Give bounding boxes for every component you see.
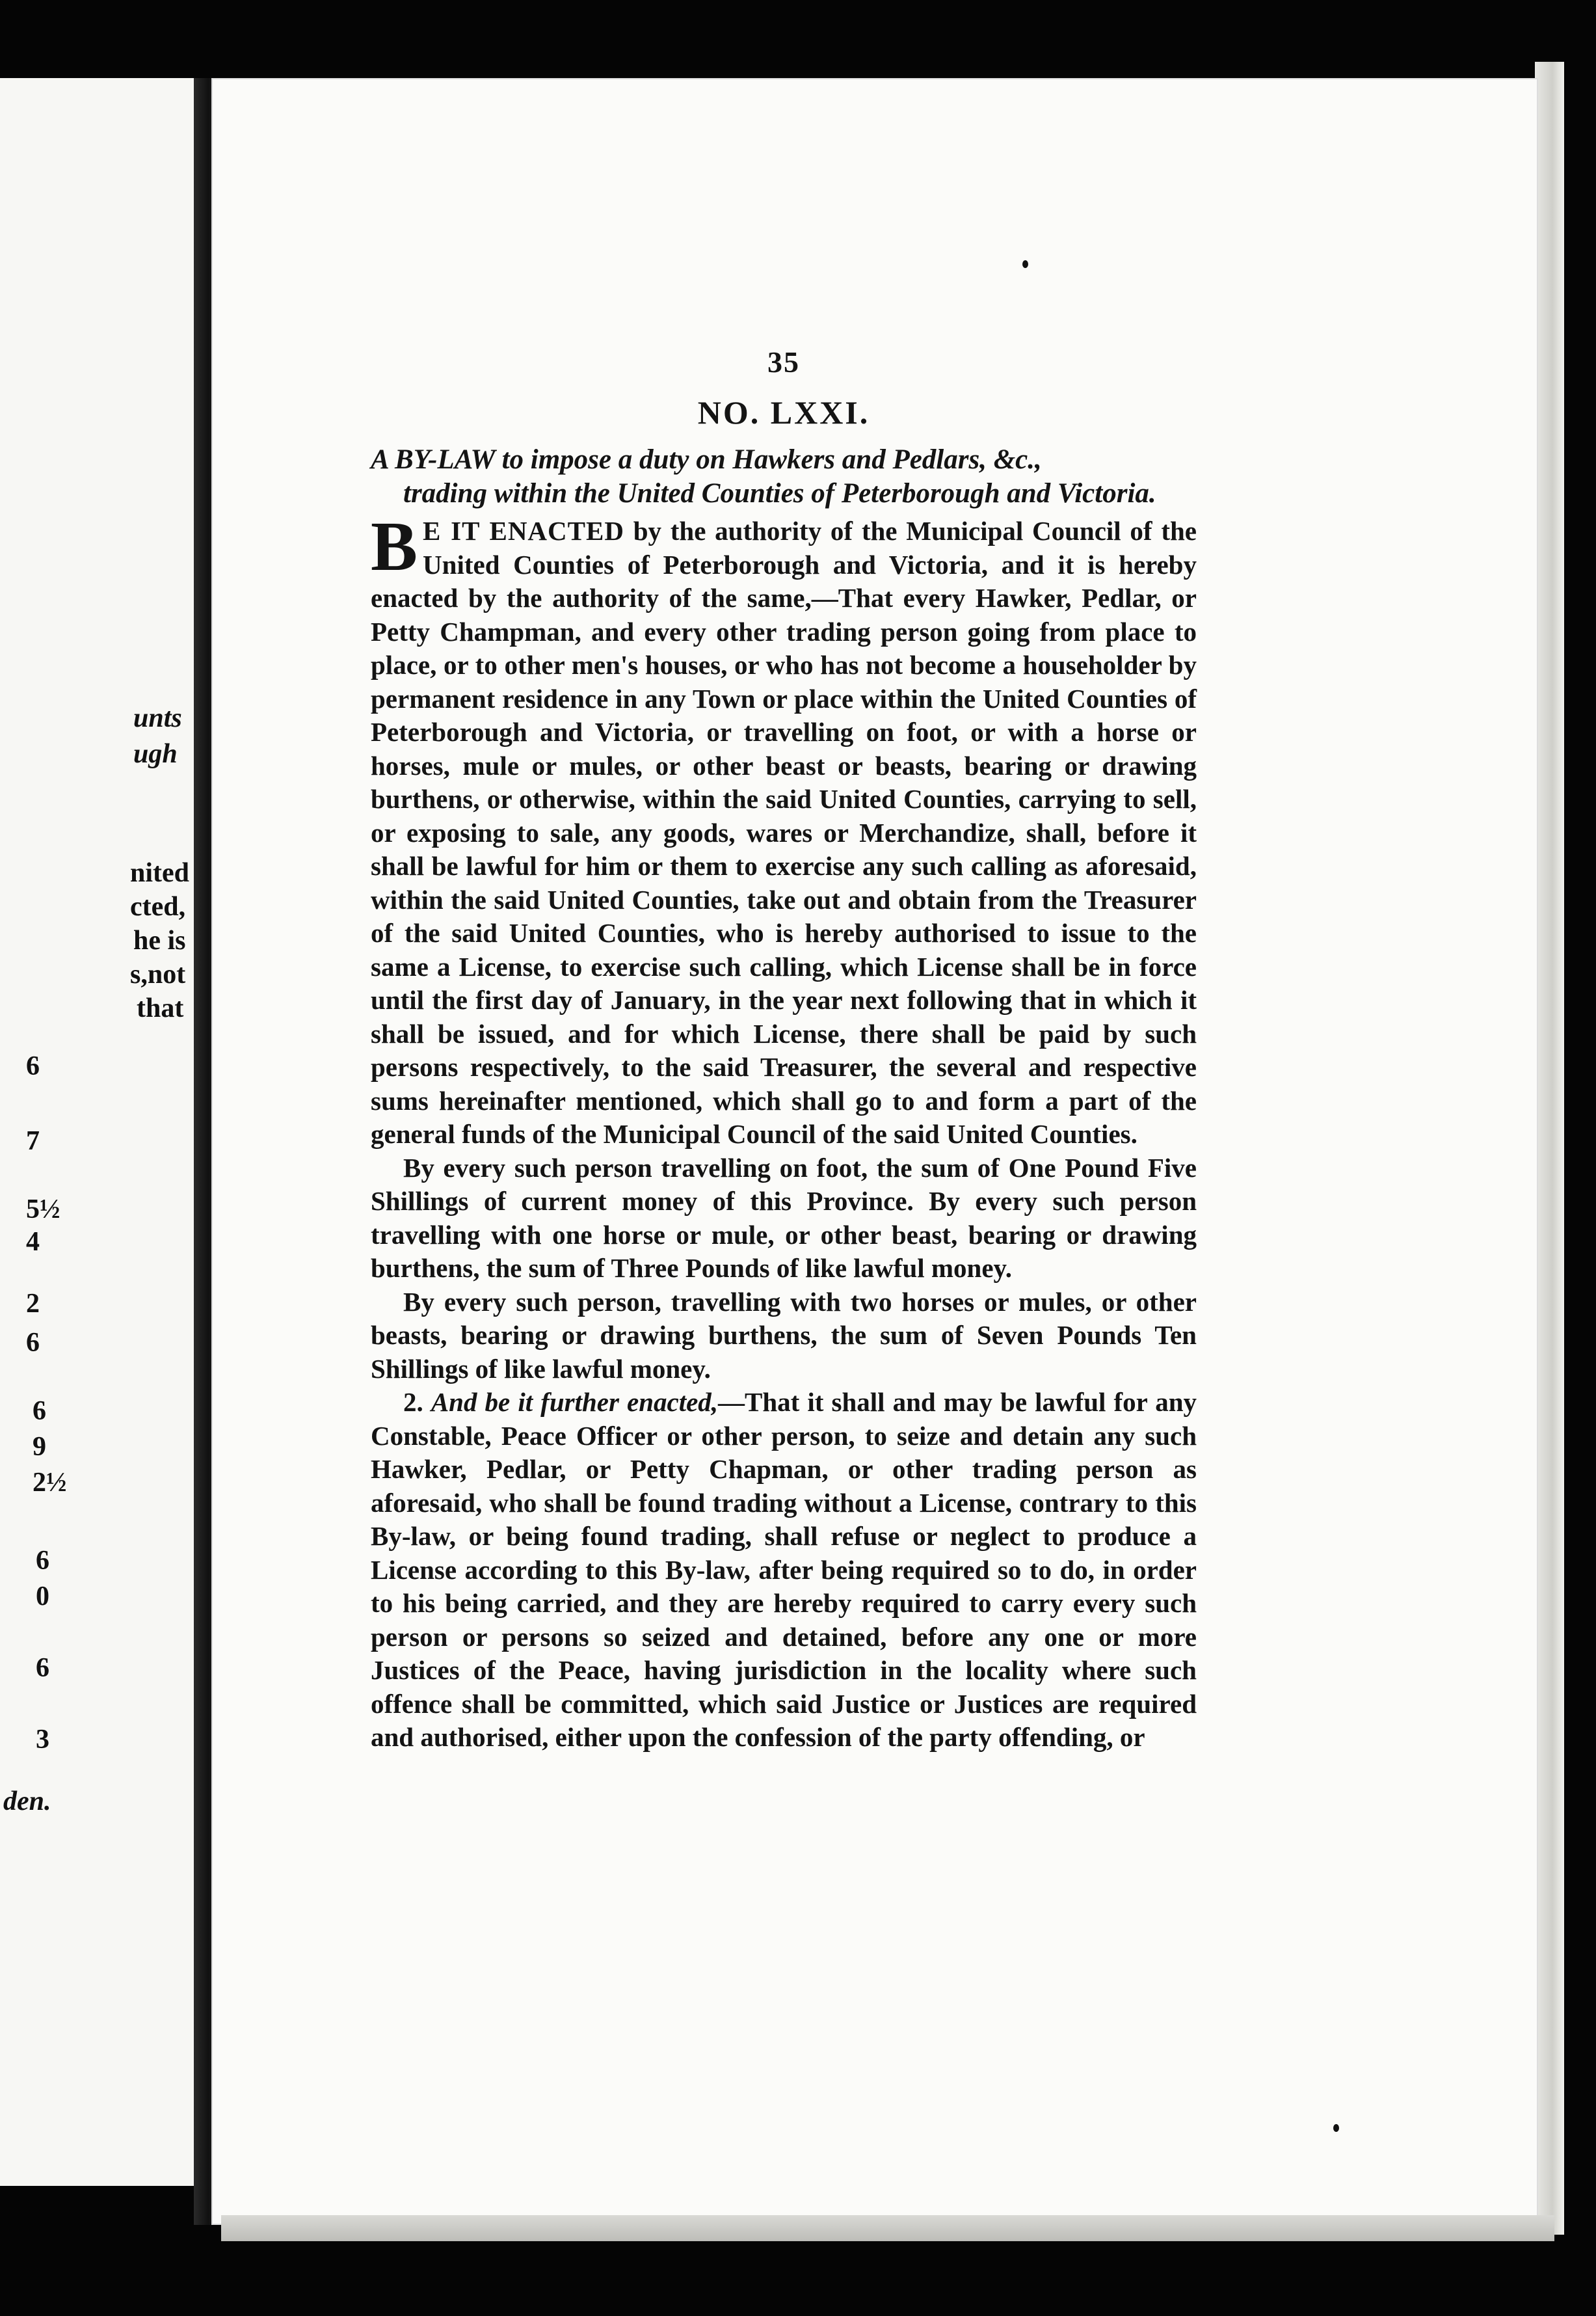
left-fragment: nited	[130, 858, 190, 888]
section-2-lead: And be it further enacted,	[431, 1387, 719, 1417]
left-fragment: 0	[36, 1582, 49, 1611]
left-fragment: that	[137, 993, 184, 1023]
section-2-text: —That it shall and may be lawful for any Constable, Peace Officer or other person, to seize and detain any such Hawker, Pedlar, or Petty Chapman, or other trading person as aforesaid, who shall be found trading without a License, contrary to this By-law, or being found trading, shall refuse or neglect to produce a License according to this By-law, after being required so to do, in order to his being carried, and they are hereby required to carry every such person or persons so seized and detained, before any one or more Justices of the Peace, having jurisdiction in the locality where such offence shall be committed, which said Justice or Justices are required and authorised, either upon the confession of the party offending, or	[371, 1387, 1197, 1752]
fee-paragraph-foot-one-horse: By every such person travelling on foot, the sum of One Pound Five Shillings of current money of this Province. By every such person travelling with one horse or mule, or other beast, bearing or drawing burthens, the sum of Three Pounds of like lawful money.	[371, 1152, 1197, 1283]
ink-speck	[1333, 2124, 1339, 2132]
left-fragment: 6	[36, 1653, 49, 1683]
left-fragment: 6	[26, 1328, 40, 1358]
bylaw-title-line-2: trading within the United Counties of Peterborough and Victoria.	[403, 478, 1156, 509]
bylaw-title	[371, 443, 1197, 511]
enacting-words: E IT ENACTED	[423, 516, 624, 546]
enacting-text: by the authority of the Municipal Council of the United Counties of Peterborough and Victoria, and it is hereby enacted by the authority of the same,—That every Hawker, Pedlar, or Petty Champman, and every other trading person going from place to place, or to other men's houses, or who has not become a householder by permanent residence in any Town or place within the United Counties of Peterborough and Victoria, or travelling on foot, or with a horse or horses, mule or mules, or other beast or beasts, bearing or drawing burthens, or otherwise, within the said United Counties, carrying to sell, or exposing to sale, any goods, wares or Merchandize, shall, before it shall be lawful for him or them to exercise any such calling as aforesaid, within the said United Counties, take out and obtain from the Treasurer of the said United Counties, who is hereby authorised to issue to the same a License, to exercise such calling, which License shall be in force until the first day of January, in the year next following that in which it shall be issued, and for which License, there shall be paid by such persons respectively, to the said Treasurer, the several and respective sums hereinafter mentioned, which shall go to and form a part of the general funds of the Municipal Council of the said United Counties.	[371, 516, 1197, 1149]
section-2-number: 2.	[403, 1387, 423, 1417]
page-content	[371, 345, 1197, 1755]
left-fragment: 2½	[33, 1468, 67, 1498]
enacting-paragraph	[371, 508, 1197, 1151]
left-fragment: 7	[26, 1126, 40, 1156]
left-fragment: 6	[26, 1051, 40, 1081]
fee-paragraph-two-horses: By every such person, travelling with two horses or mules, or other beasts, bearing or drawing burthens, the sum of Seven Pounds Ten Shillings of like lawful money.	[371, 1286, 1197, 1384]
left-fragment: 6	[36, 1546, 49, 1576]
left-fragment: 6	[33, 1396, 46, 1426]
left-fragment: he is	[133, 926, 186, 956]
ink-speck	[1022, 260, 1028, 268]
left-fragment: den.	[3, 1786, 51, 1816]
left-fragment: 9	[33, 1432, 46, 1462]
bylaw-body	[371, 508, 1197, 1755]
section-2-paragraph	[371, 1386, 1197, 1755]
left-page	[0, 78, 195, 2186]
left-fragment: 3	[36, 1725, 49, 1755]
left-fragment: 5½	[26, 1194, 60, 1224]
left-fragment: s,not	[130, 960, 186, 990]
left-fragment: cted,	[130, 892, 186, 922]
left-fragment: 4	[26, 1227, 40, 1257]
page-edge	[1535, 62, 1564, 2235]
left-fragment: unts	[133, 703, 182, 733]
left-fragment: 2	[26, 1289, 40, 1319]
page-number: 35	[767, 345, 800, 379]
bottom-page-edge	[221, 2215, 1554, 2241]
bylaw-title-line-1: A BY-LAW to impose a duty on Hawkers and Pedlars, &c.,	[371, 444, 1042, 475]
drop-cap: B	[371, 508, 418, 586]
left-fragment: ugh	[133, 739, 178, 769]
bylaw-number: NO. LXXI.	[697, 394, 870, 431]
